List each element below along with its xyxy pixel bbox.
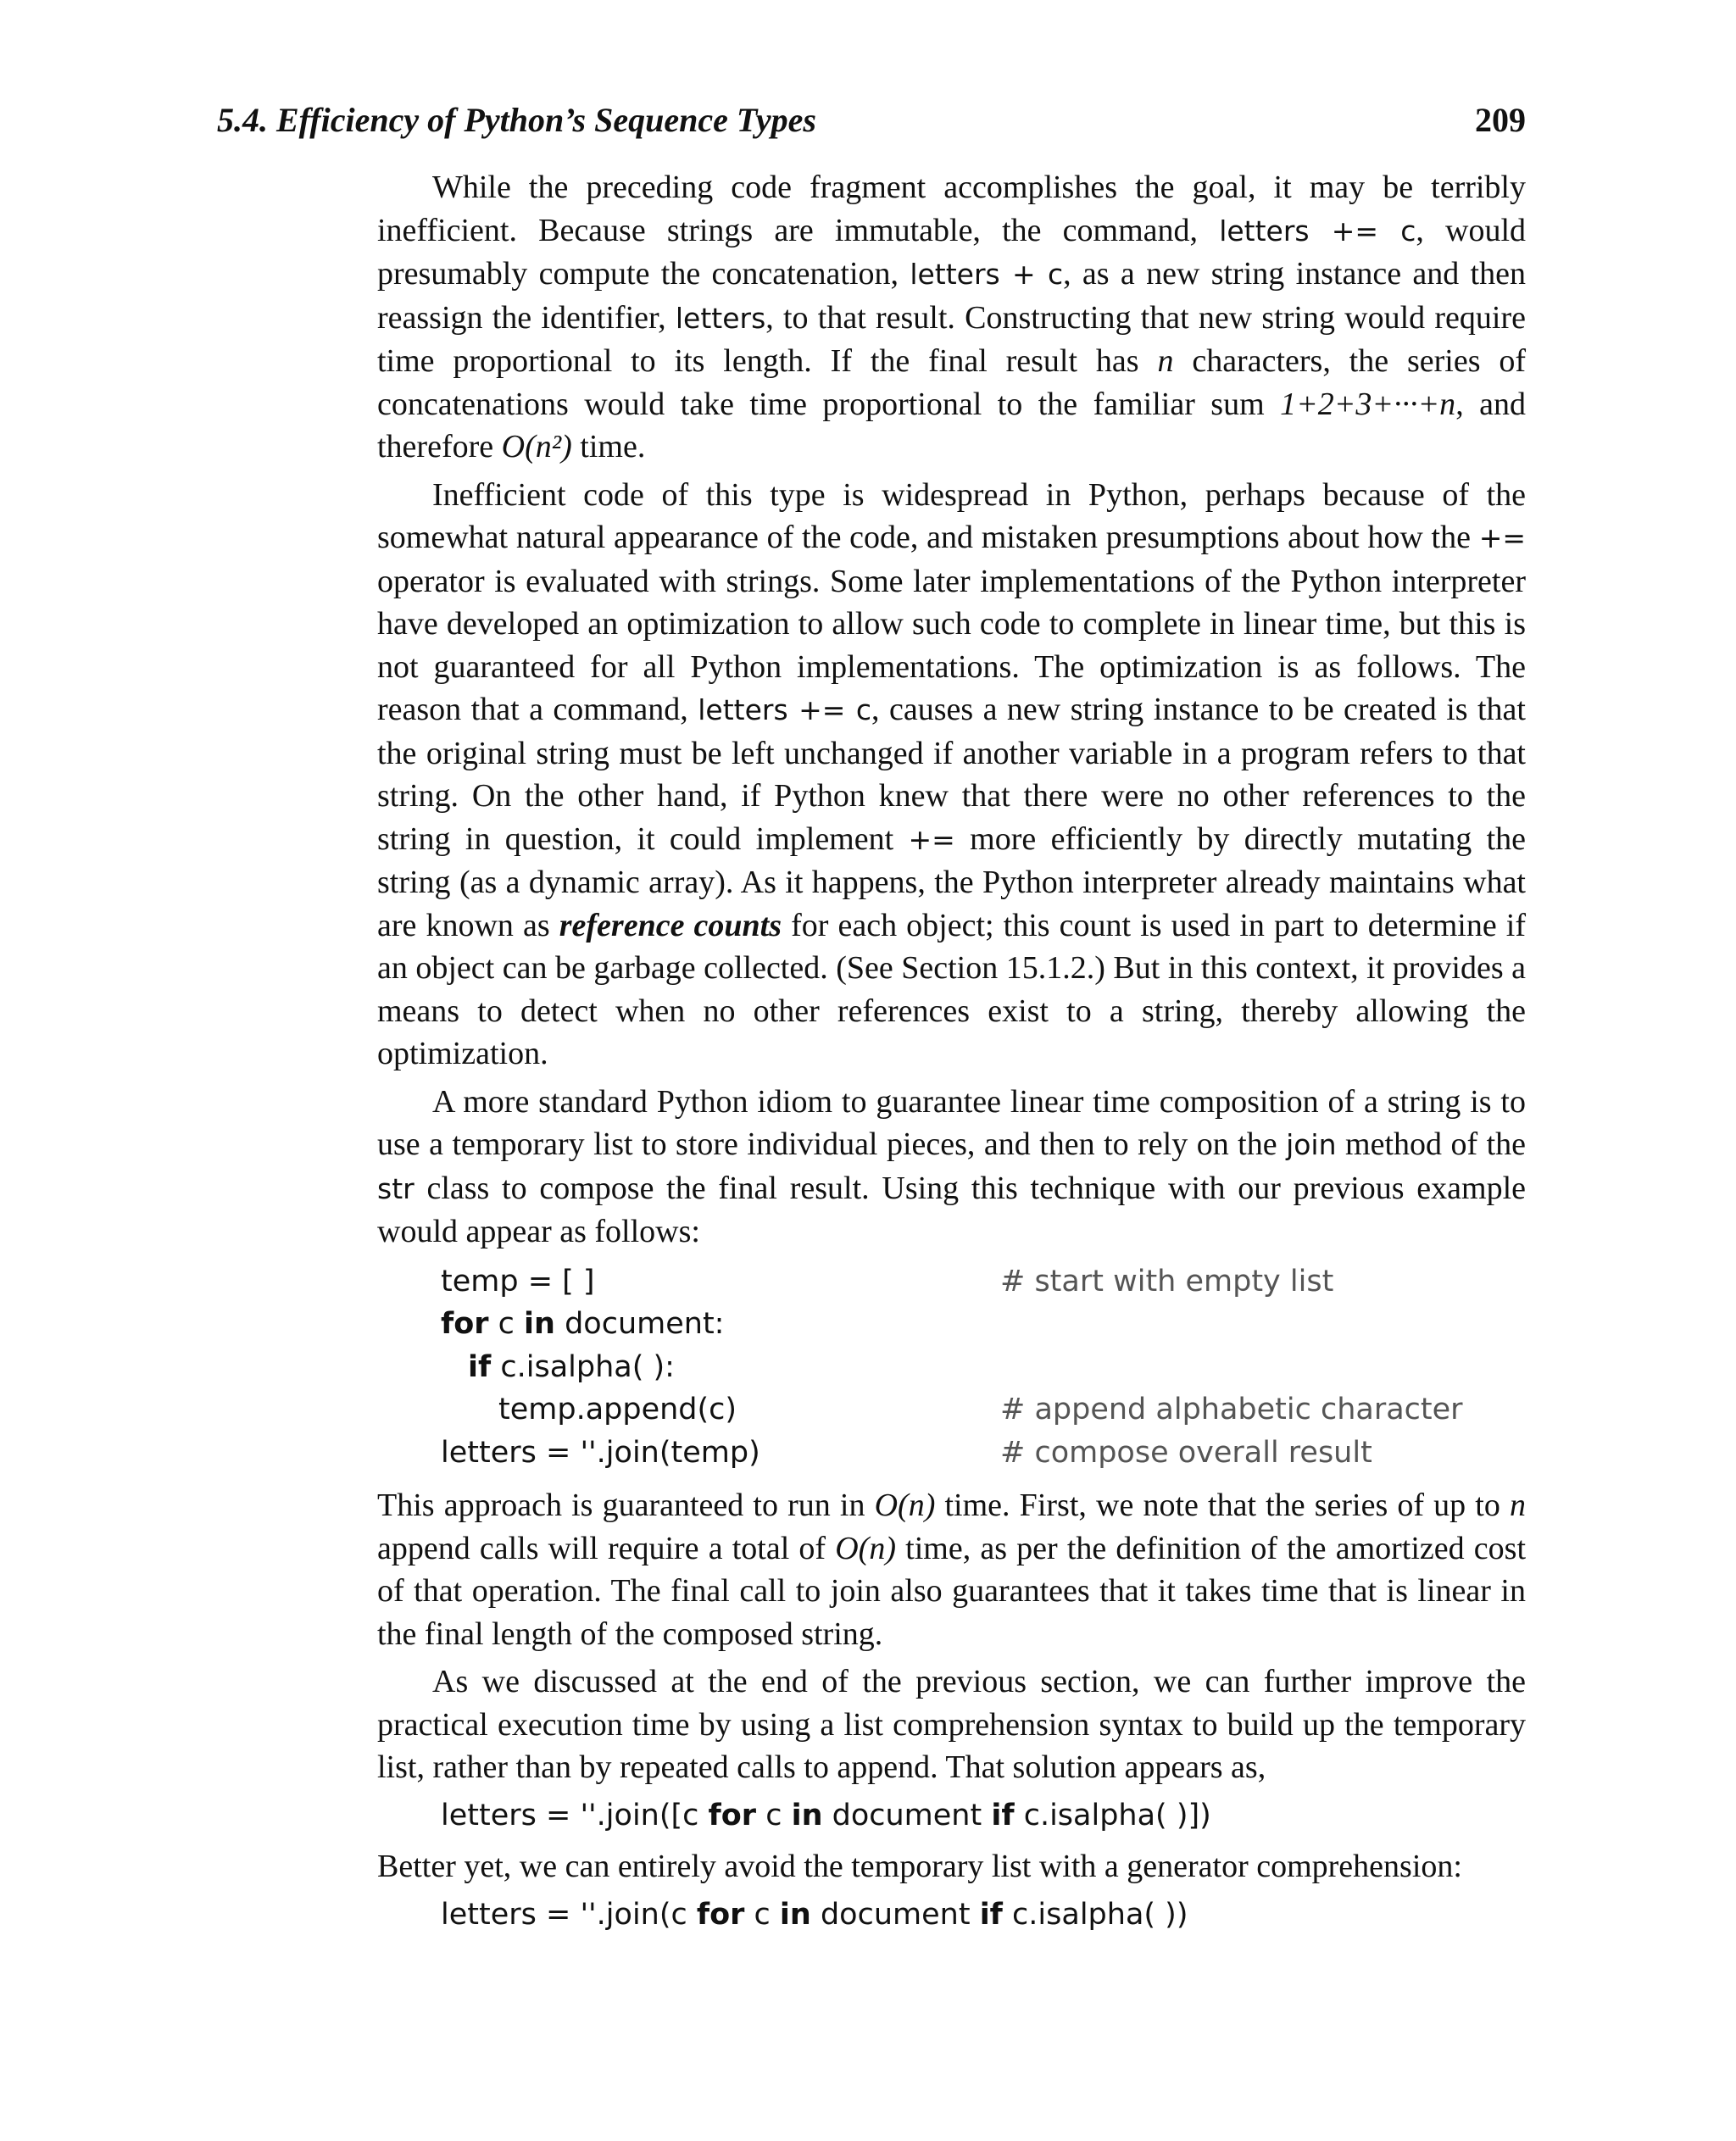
code-text: letters = ''.join(temp) <box>441 1435 760 1470</box>
keyword: for <box>696 1897 745 1932</box>
running-header <box>217 95 1526 146</box>
text: for each object; this count is used in part to determine if an object can be garbage collected. (See Section 15.1.2.) But in this context, it provides a means to detect when no other references exist to a string, thereby allowing the optimization. <box>377 907 1527 1071</box>
text: This approach is guaranteed to run in <box>377 1488 865 1523</box>
code-comment: # compose overall result <box>1000 1435 1372 1470</box>
code-line <box>441 1303 1526 1346</box>
page-number: 209 <box>1475 101 1526 139</box>
keyword: if <box>979 1897 1003 1932</box>
code-generator-comprehension <box>441 1894 1526 1937</box>
keyword: if <box>468 1349 492 1384</box>
keyword: in <box>524 1307 555 1341</box>
code-text: c <box>744 1897 780 1932</box>
code-line <box>441 1432 1526 1475</box>
text: characters, the series of concatenations would take time proportional to the familiar sum <box>377 343 1527 422</box>
math: O(n) <box>874 1488 936 1523</box>
math: n <box>1510 1488 1526 1523</box>
code-text: temp.append(c) <box>498 1393 737 1426</box>
keyword: in <box>779 1897 811 1932</box>
math: O(n) <box>835 1530 896 1566</box>
code-block-join <box>441 1260 1526 1475</box>
code-text: c.isalpha( )]) <box>1014 1798 1211 1832</box>
code-comment: # start with empty list <box>1000 1264 1334 1299</box>
paragraph-analysis <box>377 1484 1526 1655</box>
code-text: c <box>488 1307 525 1341</box>
code-line <box>441 1260 1526 1304</box>
inline-code: letters += c <box>698 693 871 726</box>
code-comment: # append alphabetic character <box>1000 1393 1463 1426</box>
text: append calls will require a total of <box>377 1530 826 1566</box>
code-text: document <box>822 1798 992 1832</box>
text: Better yet, we can entirely avoid the temporary list with a generator comprehension: <box>377 1849 1462 1884</box>
inline-code: += <box>908 822 955 856</box>
text: As we discussed at the end of the previous section, we can further improve the practical execution time by using a list comprehension syntax to build up the temporary list, rather than by repeated calls to append. That solution appears as, <box>377 1664 1526 1785</box>
text: , to that result. Constructing that new string would require time proportional to its length. If the final result has <box>377 299 1526 379</box>
math: 1+2+3+···+n <box>1280 386 1456 422</box>
text: method of the <box>1345 1126 1527 1162</box>
inline-code: join <box>1286 1128 1337 1161</box>
inline-code: += <box>1478 521 1526 554</box>
text: , and therefore <box>377 386 1527 464</box>
paragraph-optimization <box>377 474 1526 1076</box>
text: class to compose the final result. Using this technique with our previous example would appear as follows: <box>377 1170 1527 1249</box>
code-text: letters = ''.join(c <box>441 1897 697 1932</box>
code-text: c.isalpha( ): <box>491 1349 675 1384</box>
text: time. First, we note that the series of up to <box>944 1488 1500 1523</box>
code-text: letters = ''.join([c <box>441 1798 709 1832</box>
math: n <box>1157 343 1174 379</box>
paragraph-inefficiency <box>377 166 1526 469</box>
inline-code: letters + c <box>910 258 1064 291</box>
math: O(n²) <box>501 429 572 464</box>
text: A more standard Python idiom to guarantee linear time composition of a string is to use a temporary list to store individual pieces, and then to rely on the <box>377 1083 1526 1162</box>
text: time. <box>580 429 646 464</box>
text: While the preceding code fragment accomplishes the goal, it may be terribly inefficient. Because strings are immutable, the command, <box>377 170 1526 248</box>
code-text: temp = [ ] <box>441 1264 595 1299</box>
text: , causes a new string instance to be created is that the original string must be left unchanged if another variable in a program refers to that string. On the other hand, if Python knew that there were no other references to the string in question, it could implement <box>377 692 1526 857</box>
section-title: 5.4. Efficiency of Python’s Sequence Types <box>217 101 816 139</box>
code-line <box>441 1388 1526 1432</box>
code-list-comprehension <box>441 1794 1526 1838</box>
code-text: c.isalpha( )) <box>1002 1897 1188 1932</box>
text: , as a new string instance and then reassign the identifier, <box>377 256 1526 336</box>
term-emphasis: reference counts <box>559 907 782 943</box>
code-line <box>441 1346 1526 1389</box>
text: time, as per the definition of the amortized cost of that operation. The final call to join also guarantees that it takes time that is linear in the final length of the composed string. <box>377 1530 1526 1652</box>
code-text: document: <box>554 1307 725 1341</box>
inline-code: letters <box>675 301 766 335</box>
text: more efficiently by directly mutating the string (as a dynamic array). As it happens, the Python interpreter already maintains what are known as <box>377 820 1526 943</box>
keyword: for <box>708 1798 757 1832</box>
code-text: document <box>810 1897 980 1932</box>
keyword: if <box>991 1798 1015 1832</box>
keyword: in <box>791 1798 823 1832</box>
paragraph-list-comprehension <box>377 1660 1526 1789</box>
page-body <box>377 166 1526 1944</box>
text: operator is evaluated with strings. Some later implementations of the Python interpreter have developed an optimization to allow such code to complete in linear time, but this is not guaranteed for all Python implementations. The optimization is as follows. The reason that a command, <box>377 563 1526 727</box>
inline-code: letters += c <box>1219 214 1416 247</box>
text: , would presumably compute the concatenation, <box>377 212 1527 292</box>
code-text: c <box>756 1798 792 1832</box>
paragraph-generator <box>377 1845 1526 1888</box>
keyword: for <box>441 1307 489 1341</box>
inline-code: str <box>377 1171 415 1205</box>
paragraph-join-idiom <box>377 1081 1526 1254</box>
text: Inefficient code of this type is widespread in Python, perhaps because of the somewhat natural appearance of the code, and mistaken presumptions about how the <box>377 476 1526 555</box>
